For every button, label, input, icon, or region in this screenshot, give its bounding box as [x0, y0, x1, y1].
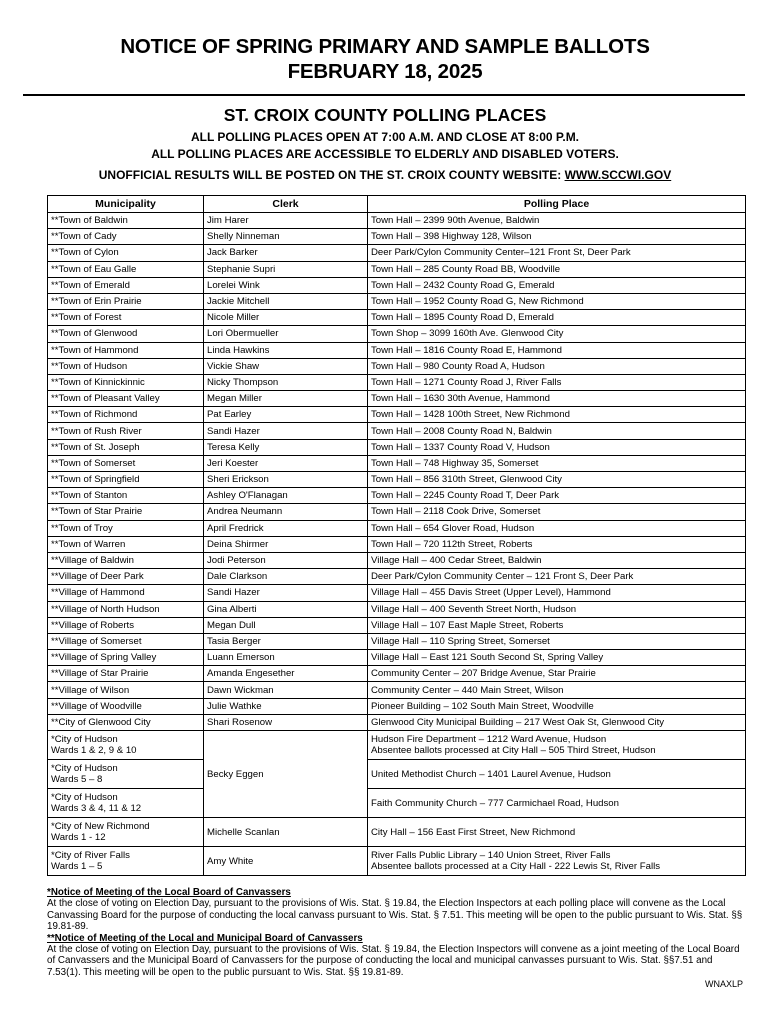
polling-place-cell: Town Hall – 720 112th Street, Roberts: [368, 536, 746, 552]
clerk-cell: Shelly Ninneman: [204, 229, 368, 245]
clerk-cell: Becky Eggen: [204, 731, 368, 818]
table-row: [48, 439, 746, 455]
notice-title: [0, 34, 770, 84]
polling-place-cell: Town Hall – 1271 County Road J, River Falls: [368, 374, 746, 390]
clerk-cell: Shari Rosenow: [204, 714, 368, 730]
municipality-cell: **Town of Forest: [48, 310, 204, 326]
table-row: [48, 818, 746, 847]
municipality-name: *City of Hudson: [51, 763, 118, 774]
polling-place-cell: [368, 731, 746, 760]
clerk-cell: Jodi Peterson: [204, 552, 368, 568]
table-row: [48, 633, 746, 649]
clerk-cell: Tasia Berger: [204, 633, 368, 649]
title-divider: [23, 94, 745, 96]
clerk-cell: Julie Wathke: [204, 698, 368, 714]
clerk-cell: Amanda Engesether: [204, 666, 368, 682]
polling-place-cell: Village Hall – 400 Seventh Street North, Hudson: [368, 601, 746, 617]
polling-place-cell: United Methodist Church – 1401 Laurel Avenue, Hudson: [368, 760, 746, 789]
wards-label: Wards 1 - 12: [51, 832, 106, 843]
municipality-cell: **Village of Woodville: [48, 698, 204, 714]
clerk-cell: Michelle Scanlan: [204, 818, 368, 847]
polling-place-cell: Town Hall – 856 310th Street, Glenwood City: [368, 472, 746, 488]
absentee-note: Absentee ballots processed at a City Hall - 222 Lewis St, River Falls: [371, 861, 661, 872]
municipality-cell: **Town of Kinnickinnic: [48, 374, 204, 390]
polling-place-cell: Town Hall – 1630 30th Avenue, Hammond: [368, 391, 746, 407]
municipality-cell: **Town of Richmond: [48, 407, 204, 423]
polling-place-cell: Deer Park/Cylon Community Center–121 Front St, Deer Park: [368, 245, 746, 261]
polling-place-cell: Town Hall – 2245 County Road T, Deer Park: [368, 488, 746, 504]
table-row: [48, 407, 746, 423]
clerk-cell: Gina Alberti: [204, 601, 368, 617]
polling-place-cell: Pioneer Building – 102 South Main Street, Woodville: [368, 698, 746, 714]
polling-place-cell: Town Hall – 748 Highway 35, Somerset: [368, 455, 746, 471]
municipal-board-notice-heading: **Notice of Meeting of the Local and Municipal Board of Canvassers: [47, 932, 363, 944]
clerk-cell: Nicky Thompson: [204, 374, 368, 390]
municipality-cell: **Town of Hammond: [48, 342, 204, 358]
table-header-row: [48, 196, 746, 213]
polling-place-cell: Town Hall – 1816 County Road E, Hammond: [368, 342, 746, 358]
municipality-cell: **Village of Deer Park: [48, 569, 204, 585]
table-row: [48, 731, 746, 760]
wards-label: Wards 3 & 4, 11 & 12: [51, 803, 142, 814]
table-row: [48, 552, 746, 568]
title-line: NOTICE OF SPRING PRIMARY AND SAMPLE BALLOTS: [120, 35, 650, 58]
municipality-cell: **Town of Glenwood: [48, 326, 204, 342]
municipality-cell: **Village of Star Prairie: [48, 666, 204, 682]
table-row: [48, 760, 746, 789]
results-url-link[interactable]: WWW.SCCWI.GOV: [564, 168, 672, 182]
table-row: [48, 847, 746, 876]
table-row: [48, 326, 746, 342]
clerk-cell: Stephanie Supri: [204, 261, 368, 277]
polling-place-cell: Town Hall – 2399 90th Avenue, Baldwin: [368, 213, 746, 229]
municipality-name: *City of Hudson: [51, 734, 118, 745]
polling-place-cell: Faith Community Church – 777 Carmichael Road, Hudson: [368, 789, 746, 818]
table-row: [48, 520, 746, 536]
clerk-cell: Vickie Shaw: [204, 358, 368, 374]
clerk-cell: Nicole Miller: [204, 310, 368, 326]
municipality-cell: **Village of Spring Valley: [48, 650, 204, 666]
table-row: [48, 714, 746, 730]
polling-hours: ALL POLLING PLACES OPEN AT 7:00 A.M. AND CLOSE AT 8:00 P.M.: [190, 130, 580, 144]
accessibility-note: ALL POLLING PLACES ARE ACCESSIBLE TO ELDERLY AND DISABLED VOTERS.: [151, 147, 619, 161]
results-note: [0, 168, 770, 183]
polling-place-cell: [368, 847, 746, 876]
polling-place-cell: Village Hall – 107 East Maple Street, Roberts: [368, 617, 746, 633]
table-row: [48, 229, 746, 245]
polling-place-cell: Town Hall – 2118 Cook Drive, Somerset: [368, 504, 746, 520]
table-row: [48, 374, 746, 390]
municipality-cell: **Town of Hudson: [48, 358, 204, 374]
municipality-name: *City of River Falls: [51, 850, 130, 861]
municipality-cell: [48, 760, 204, 789]
polling-place-cell: Town Hall – 1895 County Road D, Emerald: [368, 310, 746, 326]
municipality-cell: **Town of Erin Prairie: [48, 293, 204, 309]
clerk-cell: Linda Hawkins: [204, 342, 368, 358]
municipality-cell: [48, 731, 204, 760]
municipality-cell: **Town of Pleasant Valley: [48, 391, 204, 407]
municipality-cell: **Town of Cylon: [48, 245, 204, 261]
election-date: FEBRUARY 18, 2025: [287, 60, 483, 83]
table-row: [48, 310, 746, 326]
municipality-cell: **Town of Rush River: [48, 423, 204, 439]
clerk-cell: Lori Obermueller: [204, 326, 368, 342]
table-row: [48, 666, 746, 682]
polling-place-cell: Town Hall – 398 Highway 128, Wilson: [368, 229, 746, 245]
municipality-name: *City of New Richmond: [51, 821, 150, 832]
table-row: [48, 358, 746, 374]
table-row: [48, 342, 746, 358]
municipality-cell: **Village of North Hudson: [48, 601, 204, 617]
table-row: [48, 569, 746, 585]
absentee-note: Absentee ballots processed at City Hall – 505 Third Street, Hudson: [371, 745, 656, 756]
municipality-cell: **Village of Roberts: [48, 617, 204, 633]
municipal-board-notice-body: At the close of voting on Election Day, pursuant to the provisions of Wis. Stat. § 19.84, the Election Inspectors will convene as a joint meeting of the Local Board of Canvassers and the Municipal Board of Canvassers for the purpose of conducting the local and municipal canvasses pursuant to Wis. Stat. §§7.51 and 7.53(1). This meeting will be open to the public pursuant to Wis. Stat. §§ 19.81-89.: [47, 944, 740, 978]
publication-code: WNAXLP: [705, 979, 744, 989]
polling-place-cell: Community Center – 207 Bridge Avenue, Star Prairie: [368, 666, 746, 682]
municipality-cell: **Town of Star Prairie: [48, 504, 204, 520]
wards-label: Wards 1 & 2, 9 & 10: [51, 745, 137, 756]
table-row: [48, 293, 746, 309]
table-row: [48, 682, 746, 698]
table-row: [48, 488, 746, 504]
polling-place-cell: Town Hall – 1952 County Road G, New Richmond: [368, 293, 746, 309]
clerk-cell: Jeri Koester: [204, 455, 368, 471]
table-row: [48, 650, 746, 666]
header-polling-place: Polling Place: [368, 196, 746, 213]
municipality-cell: **Town of Stanton: [48, 488, 204, 504]
table-row: [48, 213, 746, 229]
municipality-cell: **Town of Somerset: [48, 455, 204, 471]
municipality-cell: **Village of Somerset: [48, 633, 204, 649]
polling-place-cell: Town Shop – 3099 160th Ave. Glenwood City: [368, 326, 746, 342]
clerk-cell: Sheri Erickson: [204, 472, 368, 488]
table-row: [48, 536, 746, 552]
municipality-cell: **Town of Cady: [48, 229, 204, 245]
clerk-cell: Sandi Hazer: [204, 585, 368, 601]
header-clerk: Clerk: [204, 196, 368, 213]
table-row: [48, 391, 746, 407]
municipality-cell: **Town of Troy: [48, 520, 204, 536]
municipality-cell: **Town of Emerald: [48, 277, 204, 293]
table-row: [48, 423, 746, 439]
table-row: [48, 789, 746, 818]
clerk-cell: Megan Miller: [204, 391, 368, 407]
polling-place-cell: Village Hall – 110 Spring Street, Somerset: [368, 633, 746, 649]
clerk-cell: Andrea Neumann: [204, 504, 368, 520]
table-row: [48, 245, 746, 261]
table-row: [48, 261, 746, 277]
table-row: [48, 698, 746, 714]
table-row: [48, 585, 746, 601]
municipality-cell: **Town of Eau Galle: [48, 261, 204, 277]
local-board-notice-heading: *Notice of Meeting of the Local Board of Canvassers: [47, 887, 291, 898]
polling-place-cell: City Hall – 156 East First Street, New Richmond: [368, 818, 746, 847]
polling-place-cell: Town Hall – 2008 County Road N, Baldwin: [368, 423, 746, 439]
municipality-cell: **Village of Baldwin: [48, 552, 204, 568]
clerk-cell: Dale Clarkson: [204, 569, 368, 585]
municipality-cell: [48, 789, 204, 818]
clerk-cell: Teresa Kelly: [204, 439, 368, 455]
polling-place-cell: Deer Park/Cylon Community Center – 121 Front S, Deer Park: [368, 569, 746, 585]
municipality-cell: **Town of St. Joseph: [48, 439, 204, 455]
polling-place-cell: Town Hall – 1337 County Road V, Hudson: [368, 439, 746, 455]
municipality-name: *City of Hudson: [51, 792, 118, 803]
clerk-cell: Jack Barker: [204, 245, 368, 261]
table-row: [48, 504, 746, 520]
local-board-notice-body: At the close of voting on Election Day, pursuant to the provisions of Wis. Stat. § 19.84, the Election Inspectors at each polling place will convene as the Local Canvassing Board for the purpose of conducting the local canvass pursuant to Wis. Stat. § 7.51. This meeting will be open to the public pursuant to Wis. Stat. §§ 19.81-89.: [47, 898, 743, 933]
clerk-cell: Luann Emerson: [204, 650, 368, 666]
polling-places-table: [47, 195, 746, 876]
municipality-cell: **Town of Warren: [48, 536, 204, 552]
clerk-cell: Ashley O'Flanagan: [204, 488, 368, 504]
clerk-cell: Deina Shirmer: [204, 536, 368, 552]
municipality-cell: **Village of Hammond: [48, 585, 204, 601]
table-row: [48, 455, 746, 471]
municipality-cell: [48, 818, 204, 847]
municipality-cell: **Village of Wilson: [48, 682, 204, 698]
polling-place-cell: Village Hall – East 121 South Second St, Spring Valley: [368, 650, 746, 666]
municipality-cell: **Town of Baldwin: [48, 213, 204, 229]
canvass-notices: [47, 887, 745, 978]
table-body: [48, 213, 746, 876]
clerk-cell: Amy White: [204, 847, 368, 876]
municipality-cell: **Town of Springfield: [48, 472, 204, 488]
polling-place-name: Hudson Fire Department – 1212 Ward Avenue, Hudson: [371, 734, 607, 745]
polling-place-name: River Falls Public Library – 140 Union Street, River Falls: [371, 850, 611, 861]
table-row: [48, 601, 746, 617]
municipality-cell: [48, 847, 204, 876]
clerk-cell: Sandi Hazer: [204, 423, 368, 439]
polling-place-cell: Community Center – 440 Main Street, Wilson: [368, 682, 746, 698]
clerk-cell: Jim Harer: [204, 213, 368, 229]
table-row: [48, 472, 746, 488]
section-subtitle: ST. CROIX COUNTY POLLING PLACES: [223, 105, 547, 125]
polling-place-cell: Glenwood City Municipal Building – 217 West Oak St, Glenwood City: [368, 714, 746, 730]
clerk-cell: Lorelei Wink: [204, 277, 368, 293]
table-row: [48, 277, 746, 293]
wards-label: Wards 5 – 8: [51, 774, 103, 785]
header-municipality: Municipality: [48, 196, 204, 213]
wards-label: Wards 1 – 5: [51, 861, 103, 872]
table-row: [48, 617, 746, 633]
results-text: UNOFFICIAL RESULTS WILL BE POSTED ON THE ST. CROIX COUNTY WEBSITE:: [98, 168, 565, 182]
clerk-cell: Megan Dull: [204, 617, 368, 633]
polling-place-cell: Village Hall – 400 Cedar Street, Baldwin: [368, 552, 746, 568]
polling-place-cell: Town Hall – 1428 100th Street, New Richmond: [368, 407, 746, 423]
polling-place-cell: Town Hall – 285 County Road BB, Woodville: [368, 261, 746, 277]
polling-place-cell: Town Hall – 654 Glover Road, Hudson: [368, 520, 746, 536]
polling-place-cell: Town Hall – 980 County Road A, Hudson: [368, 358, 746, 374]
clerk-cell: April Fredrick: [204, 520, 368, 536]
clerk-cell: Jackie Mitchell: [204, 293, 368, 309]
polling-place-cell: Town Hall – 2432 County Road G, Emerald: [368, 277, 746, 293]
clerk-cell: Pat Earley: [204, 407, 368, 423]
polling-place-cell: Village Hall – 455 Davis Street (Upper Level), Hammond: [368, 585, 746, 601]
clerk-cell: Dawn Wickman: [204, 682, 368, 698]
municipality-cell: **City of Glenwood City: [48, 714, 204, 730]
